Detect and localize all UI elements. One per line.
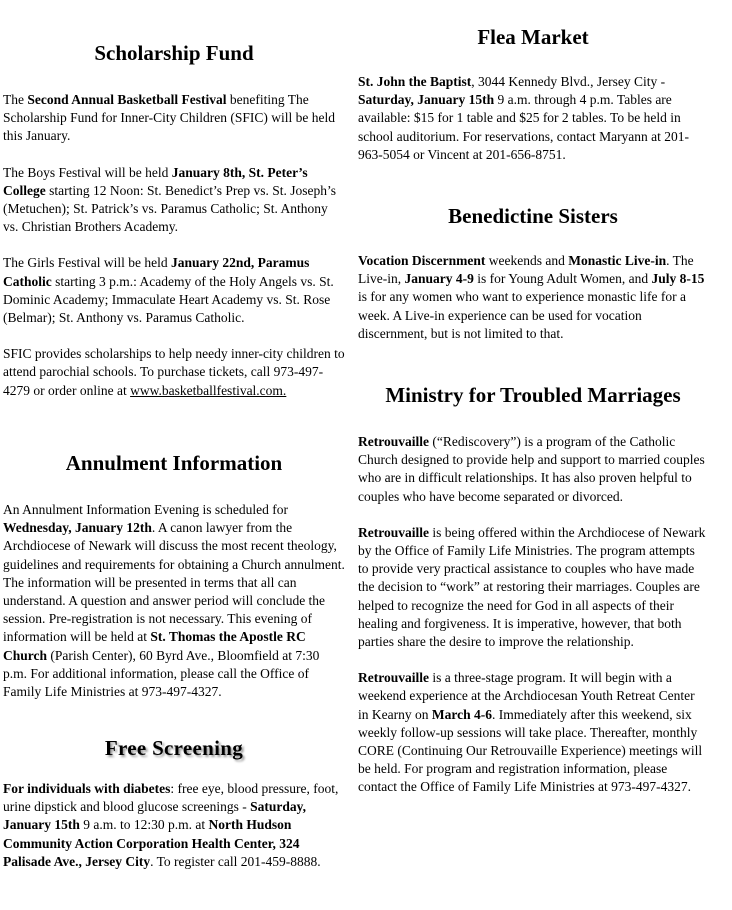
flea-market-title: Flea Market <box>477 25 589 49</box>
flea-market-section <box>358 24 708 182</box>
annulment-information-section <box>3 450 345 719</box>
benedictine-sisters-title: Benedictine Sisters <box>448 204 618 228</box>
flea-market-body: St. John the Baptist, 3044 Kennedy Blvd., Jersey City - Saturday, January 15th 9 a.m. through 4 p.m. Tables are available: $15 for 1 table and $25 for 2 tables. To be held in school auditorium. For reservations, contact Maryann at 201-963-5054 or Vincent at 201-656-8751. <box>358 74 690 162</box>
ministry-troubled-marriages-title: Ministry for Troubled Marriages <box>385 383 681 407</box>
ministry-retrouvaille-offering: Retrouvaille is being offered within the Archdiocese of Newark by the Office of Family Life Ministries. The program attempts to provide very practical assistance to couples who have made the decision to “work” at restoring their marriages. Couples are helped to recognize the need for God in all aspects of their healing and forgiveness. It is imperative, however, that both parties share the desire to improve the relationship. <box>358 524 706 650</box>
scholarship-fund-about: SFIC provides scholarships to help needy inner-city children to attend parochial schools. To purchase tickets, call 973-497-4279 or order online at www.basketballfestival.com. <box>3 346 345 398</box>
scholarship-fund-boys: The Boys Festival will be held January 8th, St. Peter’s College starting 12 Noon: St. Benedict’s Prep vs. St. Joseph’s (Metuchen); St. Patrick’s vs. Paramus Catholic; St. Anthony vs. Christian Brothers Academy. <box>3 164 336 235</box>
annulment-information-title: Annulment Information <box>65 451 283 475</box>
benedictine-sisters-body: Vocation Discernment weekends and Monastic Live-in. The Live-in, January 4-9 is for Young Adult Women, and July 8-15 is for any women who want to experience monastic life for a week. A Live-in experience can be used for vocation discernment, but is not limited to that. <box>358 253 705 341</box>
annulment-information-body: An Annulment Information Evening is scheduled for Wednesday, January 12th. A canon lawyer from the Archdiocese of Newark will discuss the most recent theology, guidelines and requirements for obtaining a Church annulment. The information will be presented in terms that all can understand. A question and answer period will conclude the session. Pre-registration is not necessary. This evening of information will be held at St. Thomas the Apostle RC Church (Parish Center), 60 Byrd Ave., Bloomfield at 7:30 p.m. For additional information, please call the Office of Family Life Ministries at 973-497-4327. <box>3 502 345 700</box>
scholarship-fund-girls: The Girls Festival will be held January 22nd, Paramus Catholic starting 3 p.m.: Academy of the Holy Angels vs. St. Dominic Academy; Immaculate Heart Academy vs. St. Rose (Belmar); St. Anthony vs. Paramus Catholic. <box>3 255 334 326</box>
benedictine-sisters-section <box>358 203 708 361</box>
basketball-festival-link[interactable]: www.basketballfestival.com. <box>130 382 287 398</box>
free-screening-section <box>3 735 345 889</box>
ministry-retrouvaille-program: Retrouvaille is a three-stage program. It will begin with a weekend experience at the Archdiocesan Youth Retreat Center in Kearny on March 4-6. Immediately after this weekend, six weekly follow-up sessions will take place. Thereafter, monthly CORE (Continuing Our Retrouvaille Experience) meetings will be held. For program and registration information, please contact the Office of Family Life Ministries at 973-497-4327. <box>358 670 703 795</box>
free-screening-title: Free Screening <box>104 736 244 760</box>
ministry-retrouvaille-intro: Retrouvaille (“Rediscovery”) is a program of the Catholic Church designed to provide help and support to married couples who are in difficult relationships. It has also proven helpful to couples who have become separated or divorced. <box>358 434 705 504</box>
free-screening-body: For individuals with diabetes: free eye, blood pressure, foot, urine dipstick and blood glucose screenings - Saturday, January 15th 9 a.m. to 12:30 p.m. at North Hudson Community Action Corporation Health Center, 324 Palisade Ave., Jersey City. To register call 201-459-8888. <box>3 781 339 869</box>
scholarship-fund-section <box>3 40 345 418</box>
scholarship-fund-intro: The Second Annual Basketball Festival benefiting The Scholarship Fund for Inner-City Children (SFIC) will be held this January. <box>3 92 335 144</box>
scholarship-fund-title: Scholarship Fund <box>94 41 254 65</box>
ministry-troubled-marriages-section <box>358 382 708 815</box>
